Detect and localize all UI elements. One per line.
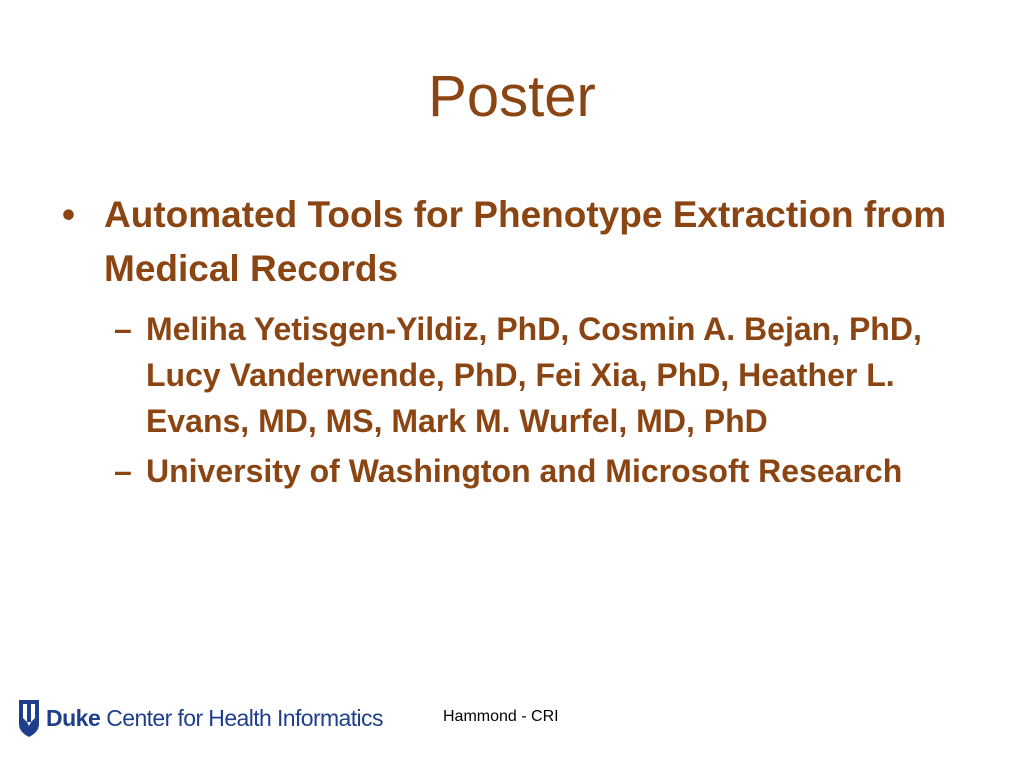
sub-bullet-text: University of Washington and Microsoft Research — [146, 453, 903, 489]
slide-body — [60, 188, 960, 498]
duke-logo — [18, 696, 383, 740]
footer-text: Hammond - CRI — [443, 708, 559, 725]
bullet-item — [60, 188, 960, 296]
logo-center-text: Center for Health Informatics — [106, 704, 383, 731]
logo-duke-text: Duke — [46, 704, 101, 731]
sub-bullet-marker: – — [114, 311, 132, 347]
sub-bullet-affiliation — [60, 448, 960, 494]
sub-bullet-marker: – — [114, 453, 132, 489]
sub-bullet-text: Meliha Yetisgen-Yildiz, PhD, Cosmin A. Bejan, PhD, Lucy Vanderwende, PhD, Fei Xia, PhD, Heather L. Evans, MD, MS, Mark M. Wurfel, MD, PhD — [146, 311, 922, 439]
slide-title: Poster — [428, 64, 596, 129]
duke-shield-icon — [18, 698, 40, 738]
bullet-marker: • — [62, 194, 75, 235]
bullet-text: Automated Tools for Phenotype Extraction from Medical Records — [104, 194, 947, 289]
sub-bullet-authors — [60, 306, 960, 444]
